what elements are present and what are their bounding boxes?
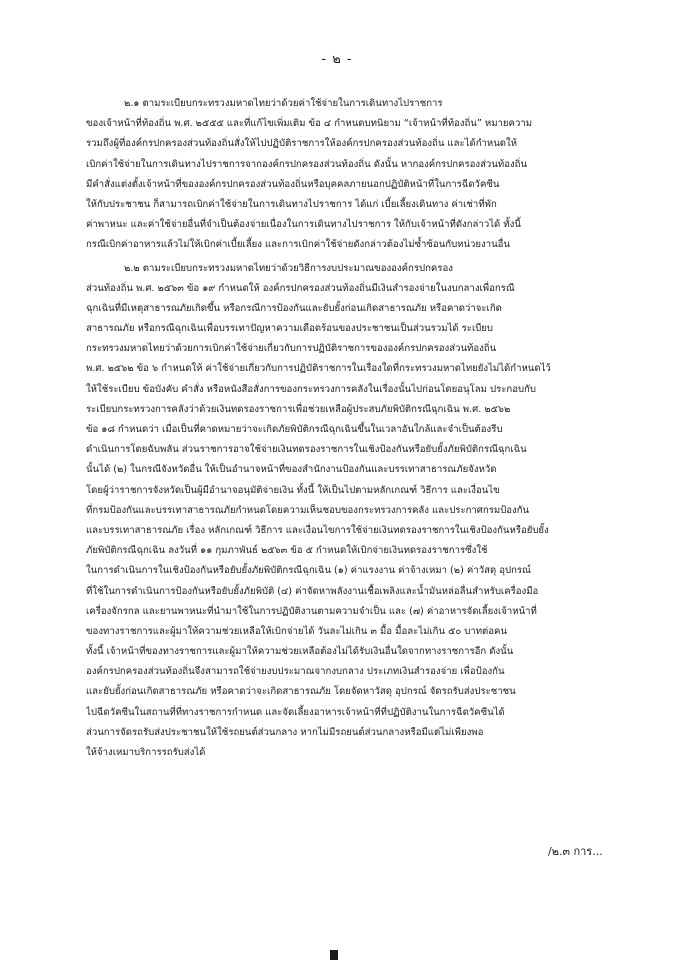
text-line: กรณีเบิกค่าอาหารแล้วไม่ให้เบิกค่าเบี้ยเลี้ยง และการเบิกค่าใช้จ่ายดังกล่าวต้องไม่ซ้ำซ้อนกับหน่วยงานอื่น bbox=[86, 239, 510, 251]
text-line: ๒.๑ ตามระเบียบกระทรวงมหาดไทยว่าด้วยค่าใช้จ่ายในการเดินทางไปราชการ bbox=[124, 98, 443, 109]
paragraph-2-1 bbox=[86, 94, 632, 256]
text-line: และยับยั้งก่อนเกิดสาธารณภัย หรือคาดว่าจะเกิดสาธารณภัย โดยจัดหาวัสดุ อุปกรณ์ จัดรถรับส่งประชาชน bbox=[86, 686, 516, 698]
text-line: ภัยพิบัติกรณีฉุกเฉิน ลงวันที่ ๑๑ กุมภาพันธ์ ๒๕๖๓ ข้อ ๕ กำหนดให้เบิกจ่ายเงินทดรองราชการซึ่งใช้ bbox=[86, 545, 488, 557]
text-line: โดยผู้ว่าราชการจังหวัดเป็นผู้มีอำนาจอนุมัติจ่ายเงิน ทั้งนี้ ให้เป็นไปตามหลักเกณฑ์ วิธีการ และเงื่อนไข bbox=[86, 484, 500, 496]
text-line: มีคำสั่งแต่งตั้งเจ้าหน้าที่ขององค์กรปกครองส่วนท้องถิ่นหรือบุคคลภายนอกปฏิบัติหน้าที่ในการฉีดวัคซีน bbox=[86, 178, 500, 190]
text-line: ให้กับประชาชน ก็สามารถเบิกค่าใช้จ่ายในการเดินทางไปราชการ ได้แก่ เบี้ยเลี้ยงเดินทาง ค่าเช่าที่พัก bbox=[86, 198, 497, 210]
text-line: ในการดำเนินการในเชิงป้องกันหรือยับยั้งภัยพิบัติกรณีฉุกเฉิน (๑) ค่าแรงงาน ค่าจ้างเหมา (๒) ค่าวัสดุ อุปกรณ์ bbox=[86, 565, 531, 577]
text-line: ๒.๒ ตามระเบียบกระทรวงมหาดไทยว่าด้วยวิธีการงบประมาณขององค์กรปกครอง bbox=[124, 262, 453, 274]
text-line: ทั้งนี้ เจ้าหน้าที่ของทางราชการและผู้มาให้ความช่วยเหลือต้องไม่ได้รับเงินอื่นใดจากทางราชการอีก ดังนั้น bbox=[86, 646, 514, 658]
text-line: องค์กรปกครองส่วนท้องถิ่นจึงสามารถใช้จ่ายงบประมาณจากงบกลาง ประเภทเงินสำรองจ่าย เพื่อป้องกัน bbox=[86, 666, 505, 678]
text-line: ระเบียบกระทรวงการคลังว่าด้วยเงินทดรองราชการเพื่อช่วยเหลือผู้ประสบภัยพิบัติกรณีฉุกเฉิน พ.ศ. ๒๕๖๒ bbox=[86, 403, 511, 415]
page-number: - ๒ - bbox=[321, 52, 353, 67]
text-line: สาธารณภัย หรือกรณีฉุกเฉินเพื่อบรรเทาปัญหาความเดือดร้อนของประชาชนเป็นส่วนรวมได้ ระเบียบ bbox=[86, 323, 494, 335]
text-line: พ.ศ. ๒๕๖๒ ข้อ ๖ กำหนดให้ ค่าใช้จ่ายเกี่ยวกับการปฏิบัติราชการในเรื่องใดที่กระทรวงมหาดไทยยังไม่ได้กำหนดไว้ bbox=[86, 363, 551, 375]
text-line: กระทรวงมหาดไทยว่าด้วยการเบิกค่าใช้จ่ายเกี่ยวกับการปฏิบัติราชการขององค์กรปกครองส่วนท้องถิ่น bbox=[86, 343, 497, 355]
text-line: ส่วนท้องถิ่น พ.ศ. ๒๕๖๓ ข้อ ๑๙ กำหนดให้ องค์กรปกครองส่วนท้องถิ่นมีเงินสำรองจ่ายในงบกลางเพื่อกรณี bbox=[86, 282, 515, 294]
text-line: เครื่องจักรกล และยานพาหนะที่นำมาใช้ในการปฏิบัติงานตามความจำเป็น และ (๗) ค่าอาหารจัดเลี้ยงเจ้าหน้าที่ bbox=[86, 605, 537, 617]
continuation-marker: /๒.๓ การ... bbox=[548, 845, 603, 858]
text-line: ของทางราชการและผู้มาให้ความช่วยเหลือให้เบิกจ่ายได้ วันละไม่เกิน ๓ มื้อ มื้อละไม่เกิน ๕๐ บาทต่อคน bbox=[86, 625, 508, 637]
text-line: ที่กรมป้องกันและบรรเทาสาธารณภัยกำหนดโดยความเห็นชอบของกระทรวงการคลัง และประกาศกรมป้องกัน bbox=[86, 504, 530, 516]
text-line: ให้ใช้ระเบียบ ข้อบังคับ คำสั่ง หรือหนังสือสั่งการของกระทรวงการคลังในเรื่องนั้นไปก่อนโดยอนุโลม ประกอบกับ bbox=[86, 383, 536, 395]
text-line: เบิกค่าใช้จ่ายในการเดินทางไปราชการจากองค์กรปกครองส่วนท้องถิ่น ดังนั้น หากองค์กรปกครองส่วนท้องถิ่น bbox=[86, 158, 528, 170]
document-body bbox=[86, 94, 632, 763]
text-line: ดำเนินการโดยฉับพลัน ส่วนราชการอาจใช้จ่ายเงินทดรองราชการในเชิงป้องกันหรือยับยั้งภัยพิบัติกรณีฉุกเฉิน bbox=[86, 444, 527, 456]
text-line: รวมถึงผู้ที่องค์กรปกครองส่วนท้องถิ่นสั่งให้ไปปฏิบัติราชการให้องค์กรปกครองส่วนท้องถิ่น และได้กำหนดให้ bbox=[86, 138, 518, 150]
text-line: ไปฉีดวัคซีนในสถานที่ที่ทางราชการกำหนด และจัดเลี้ยงอาหารเจ้าหน้าที่ที่ปฏิบัติงานในการฉีดวัคซีนได้ bbox=[86, 706, 505, 718]
text-line: ที่ใช้ในการดำเนินการป้องกันหรือยับยั้งภัยพิบัติ (๔) ค่าจัดหาพลังงานเชื้อเพลิงและน้ำมันหล่อลื่นสำหรับเครื่องมือ bbox=[86, 585, 539, 597]
text-line: ให้จ้างเหมาบริการรถรับส่งได้ bbox=[86, 747, 206, 758]
text-line: ฉุกเฉินที่มีเหตุสาธารณภัยเกิดขึ้น หรือกรณีการป้องกันและยับยั้งก่อนเกิดสาธารณภัย หรือคาดว่าจะเกิด bbox=[86, 302, 502, 314]
text-line: ค่าพาหนะ และค่าใช้จ่ายอื่นที่จำเป็นต้องจ่ายเนื่องในการเดินทางไปราชการ ให้กับเจ้าหน้าที่ดังกล่าวได้ ทั้งนี้ bbox=[86, 219, 521, 231]
text-line: นั้นได้ (๒) ในกรณีจังหวัดอื่น ให้เป็นอำนาจหน้าที่ของสำนักงานป้องกันและบรรเทาสาธารณภัยจังหวัด bbox=[86, 464, 497, 476]
text-line: ข้อ ๑๘ กำหนดว่า เมื่อเป็นที่คาดหมายว่าจะเกิดภัยพิบัติกรณีฉุกเฉินขึ้นในเวลาอันใกล้และจำเป็นต้องรีบ bbox=[86, 424, 503, 435]
page-edge-mark bbox=[330, 950, 338, 960]
paragraph-2-2 bbox=[86, 259, 632, 764]
text-line: และบรรเทาสาธารณภัย เรื่อง หลักเกณฑ์ วิธีการ และเงื่อนไขการใช้จ่ายเงินทดรองราชการในเชิงป้องกันหรือยับยั้ง bbox=[86, 524, 549, 536]
text-line: ของเจ้าหน้าที่ท้องถิ่น พ.ศ. ๒๕๕๕ และที่แก้ไขเพิ่มเติม ข้อ ๔ กำหนดบทนิยาม “เจ้าหน้าที่ท้องถิ่น” หมายความ bbox=[86, 118, 533, 130]
text-line: ส่วนการจัดรถรับส่งประชาชนให้ใช้รถยนต์ส่วนกลาง หากไม่มีรถยนต์ส่วนกลางหรือมีแต่ไม่เพียงพอ bbox=[86, 726, 484, 738]
